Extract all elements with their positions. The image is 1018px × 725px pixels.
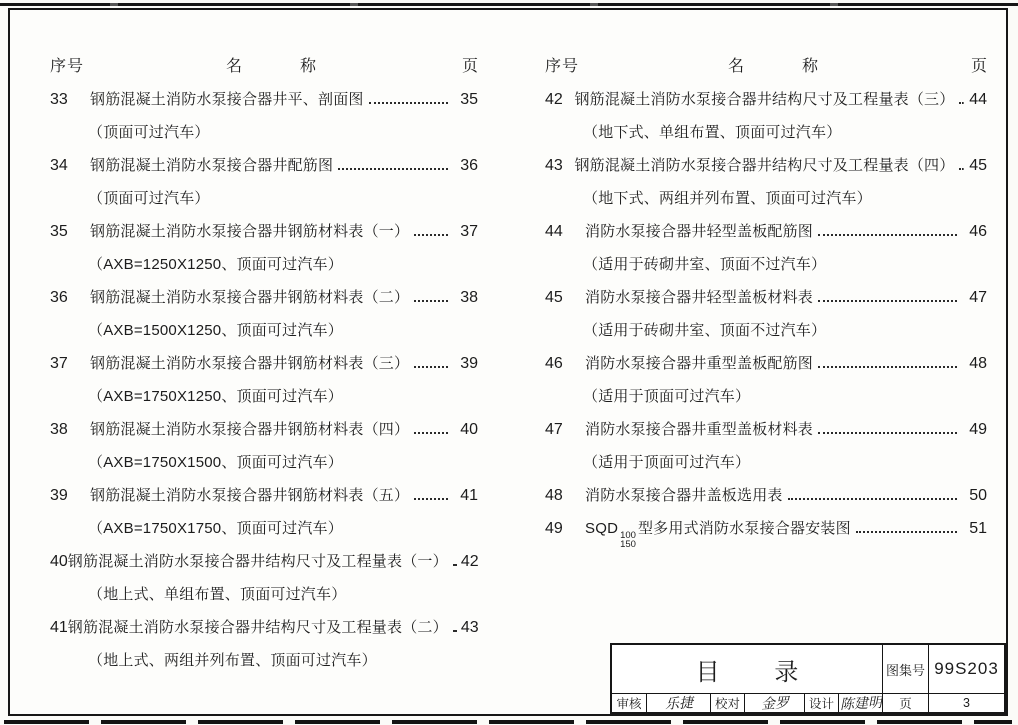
item-title: 消防水泵接合器井轻型盖板材料表 [585,289,814,306]
item-number: 49 [545,520,563,537]
reviewer-signature-cell [646,693,710,712]
col-page-label: 页 [461,58,478,75]
dot-leader [414,216,448,236]
sheet-page-number: 3 [928,693,1004,712]
item-number: 42 [545,91,563,108]
item-model-size-bottom: 150 [620,539,636,550]
toc-item [545,215,987,281]
item-title-rest: 型多用式消防水泵接合器安装图 [637,520,851,537]
toc-item-main-line [50,545,478,578]
dot-leader [414,348,448,368]
item-page-number: 50 [969,487,987,504]
item-title: 钢筋混凝土消防水泵接合器井钢筋材料表（二） [90,289,410,306]
dot-leader [959,150,963,170]
atlas-number-value: 99S203 [928,645,1004,693]
item-number: 45 [545,289,563,306]
col-name-label-a: 名 [225,58,242,75]
item-title: 钢筋混凝土消防水泵接合器井结构尺寸及工程量表（一） [67,553,448,570]
toc-column-left [50,50,478,677]
toc-item [50,545,478,611]
dot-leader [414,282,448,302]
toc-item [545,413,987,479]
item-number: 37 [50,355,68,372]
item-note: （顶面可过汽车） [88,124,210,141]
toc-item [545,149,987,215]
toc-header-row [50,50,478,83]
toc-column-right [545,50,988,550]
toc-item-main-line [545,479,987,512]
item-number: 38 [50,421,68,438]
item-number: 34 [50,157,68,174]
toc-item-main-line [545,83,987,116]
dot-leader [788,480,957,500]
item-page-number: 51 [969,520,987,537]
item-title: 钢筋混凝土消防水泵接合器井结构尺寸及工程量表（三） [574,91,955,108]
item-page-number: 36 [460,157,478,174]
item-note: （适用于顶面可过汽车） [583,388,751,405]
item-number: 41 [50,619,68,636]
item-page-number: 48 [969,355,987,372]
dot-leader [856,513,957,533]
item-page-number: 35 [460,91,478,108]
dot-leader [414,414,448,434]
toc-header-row [545,50,987,83]
toc-item-main-line [50,347,478,380]
item-note: （适用于顶面可过汽车） [583,454,751,471]
item-note: （地下式、单组布置、顶面可过汽车） [583,124,842,141]
item-note: （地上式、单组布置、顶面可过汽车） [88,586,347,603]
dot-leader [818,282,957,302]
item-page-number: 47 [969,289,987,306]
col-index-label: 序号 [50,58,85,75]
col-name-label [585,50,961,83]
toc-item [545,281,987,347]
item-number: 40 [50,553,68,570]
item-note: （AXB=1750X1750、顶面可过汽车） [88,520,343,537]
item-title: 钢筋混凝土消防水泵接合器井钢筋材料表（五） [90,487,410,504]
item-number: 44 [545,223,563,240]
item-title: 钢筋混凝土消防水泵接合器井配筋图 [90,157,334,174]
sheet-border [8,8,1008,716]
toc-item-main-line [50,281,478,314]
title-block-title: 目 录 [695,658,823,686]
item-note: （AXB=1500X1250、顶面可过汽车） [88,322,343,339]
toc-item [50,281,478,347]
item-page-number: 44 [969,91,988,108]
toc-item-main-line [50,149,478,182]
designer-signature: 陈建明 [839,693,882,712]
toc-item [50,149,478,215]
dot-leader [414,480,448,500]
toc-item [50,479,478,545]
col-name-label-b: 称 [300,58,317,75]
col-page-label: 页 [970,58,987,75]
item-number: 43 [545,157,563,174]
item-note: （顶面可过汽车） [88,190,210,207]
item-page-number: 38 [460,289,478,306]
checker-signature-cell [744,693,804,712]
toc-item-main-line [50,611,478,644]
checker-label: 校对 [710,693,744,712]
scan-edge-bottom [4,720,1012,724]
col-name-label-a: 名 [727,58,744,75]
dot-leader [338,150,448,170]
dot-leader [818,348,957,368]
designer-signature-cell [838,693,882,712]
item-title: 消防水泵接合器井盖板选用表 [585,487,783,504]
item-page-number: 45 [969,157,988,174]
reviewer-label: 审核 [612,693,646,712]
item-page-number: 37 [460,223,478,240]
toc-item-main-line [545,215,987,248]
toc-item-main-line [545,149,987,182]
toc-item-main-line [545,281,987,314]
dot-leader [959,84,963,104]
toc-item [50,83,478,149]
item-number: 33 [50,91,68,108]
toc-item [545,479,987,512]
dot-leader [453,546,457,566]
item-title: 钢筋混凝土消防水泵接合器井结构尺寸及工程量表（四） [574,157,955,174]
dot-leader [818,414,957,434]
scan-edge-top [0,3,1018,6]
toc-item [50,215,478,281]
item-title: 钢筋混凝土消防水泵接合器井钢筋材料表（四） [90,421,410,438]
toc-item-main-line [545,413,987,446]
toc-item-main-line [545,347,987,380]
col-name-label [90,50,452,83]
item-model-sizes [620,531,636,549]
title-block [610,643,1006,714]
toc-item [545,512,987,550]
item-number: 35 [50,223,68,240]
col-index-label: 序号 [545,58,580,75]
checker-signature: 金罗 [760,694,789,712]
toc-item-main-line [50,83,478,116]
item-page-number: 49 [969,421,987,438]
toc-item [50,347,478,413]
item-note: （适用于砖砌井室、顶面不过汽车） [583,256,827,273]
item-note: （AXB=1750X1250、顶面可过汽车） [88,388,343,405]
toc-item-main-line [50,479,478,512]
sheet-page-label: 页 [882,693,928,712]
item-page-number: 39 [460,355,478,372]
designer-label: 设计 [804,693,838,712]
item-title: 消防水泵接合器井重型盖板配筋图 [585,355,814,372]
toc-item-main-line [50,413,478,446]
item-note: （AXB=1250X1250、顶面可过汽车） [88,256,343,273]
item-note: （地上式、两组并列布置、顶面可过汽车） [88,652,377,669]
dot-leader [369,84,448,104]
dot-leader [818,216,957,236]
item-title: 钢筋混凝土消防水泵接合器井结构尺寸及工程量表（二） [67,619,448,636]
toc-item [50,611,478,677]
item-title: 钢筋混凝土消防水泵接合器井钢筋材料表（三） [90,355,410,372]
item-page-number: 42 [460,553,479,570]
toc-item [50,413,478,479]
item-note: （AXB=1750X1500、顶面可过汽车） [88,454,343,471]
item-model-size-top: 100 [620,530,636,541]
item-title: 消防水泵接合器井轻型盖板配筋图 [585,223,814,240]
item-page-number: 40 [460,421,478,438]
item-title: 钢筋混凝土消防水泵接合器井钢筋材料表（一） [90,223,410,240]
col-name-label-b: 称 [802,58,819,75]
item-page-number: 41 [460,487,478,504]
toc-item-main-line [545,512,987,550]
toc-item [545,83,987,149]
toc-item-main-line [50,215,478,248]
item-title: 消防水泵接合器井重型盖板材料表 [585,421,814,438]
item-number: 48 [545,487,563,504]
dot-leader [453,612,457,632]
item-note: （地下式、两组并列布置、顶面可过汽车） [583,190,872,207]
atlas-number-label: 图集号 [882,645,928,693]
item-number: 36 [50,289,68,306]
item-note: （适用于砖砌井室、顶面不过汽车） [583,322,827,339]
item-page-number: 43 [460,619,479,636]
reviewer-signature: 乐捷 [664,694,693,712]
item-model-prefix: SQD [585,520,619,537]
item-number: 47 [545,421,563,438]
toc-item [545,347,987,413]
item-page-number: 46 [969,223,987,240]
item-number: 39 [50,487,68,504]
item-title: 钢筋混凝土消防水泵接合器井平、剖面图 [90,91,364,108]
item-number: 46 [545,355,563,372]
item-title [585,512,851,549]
